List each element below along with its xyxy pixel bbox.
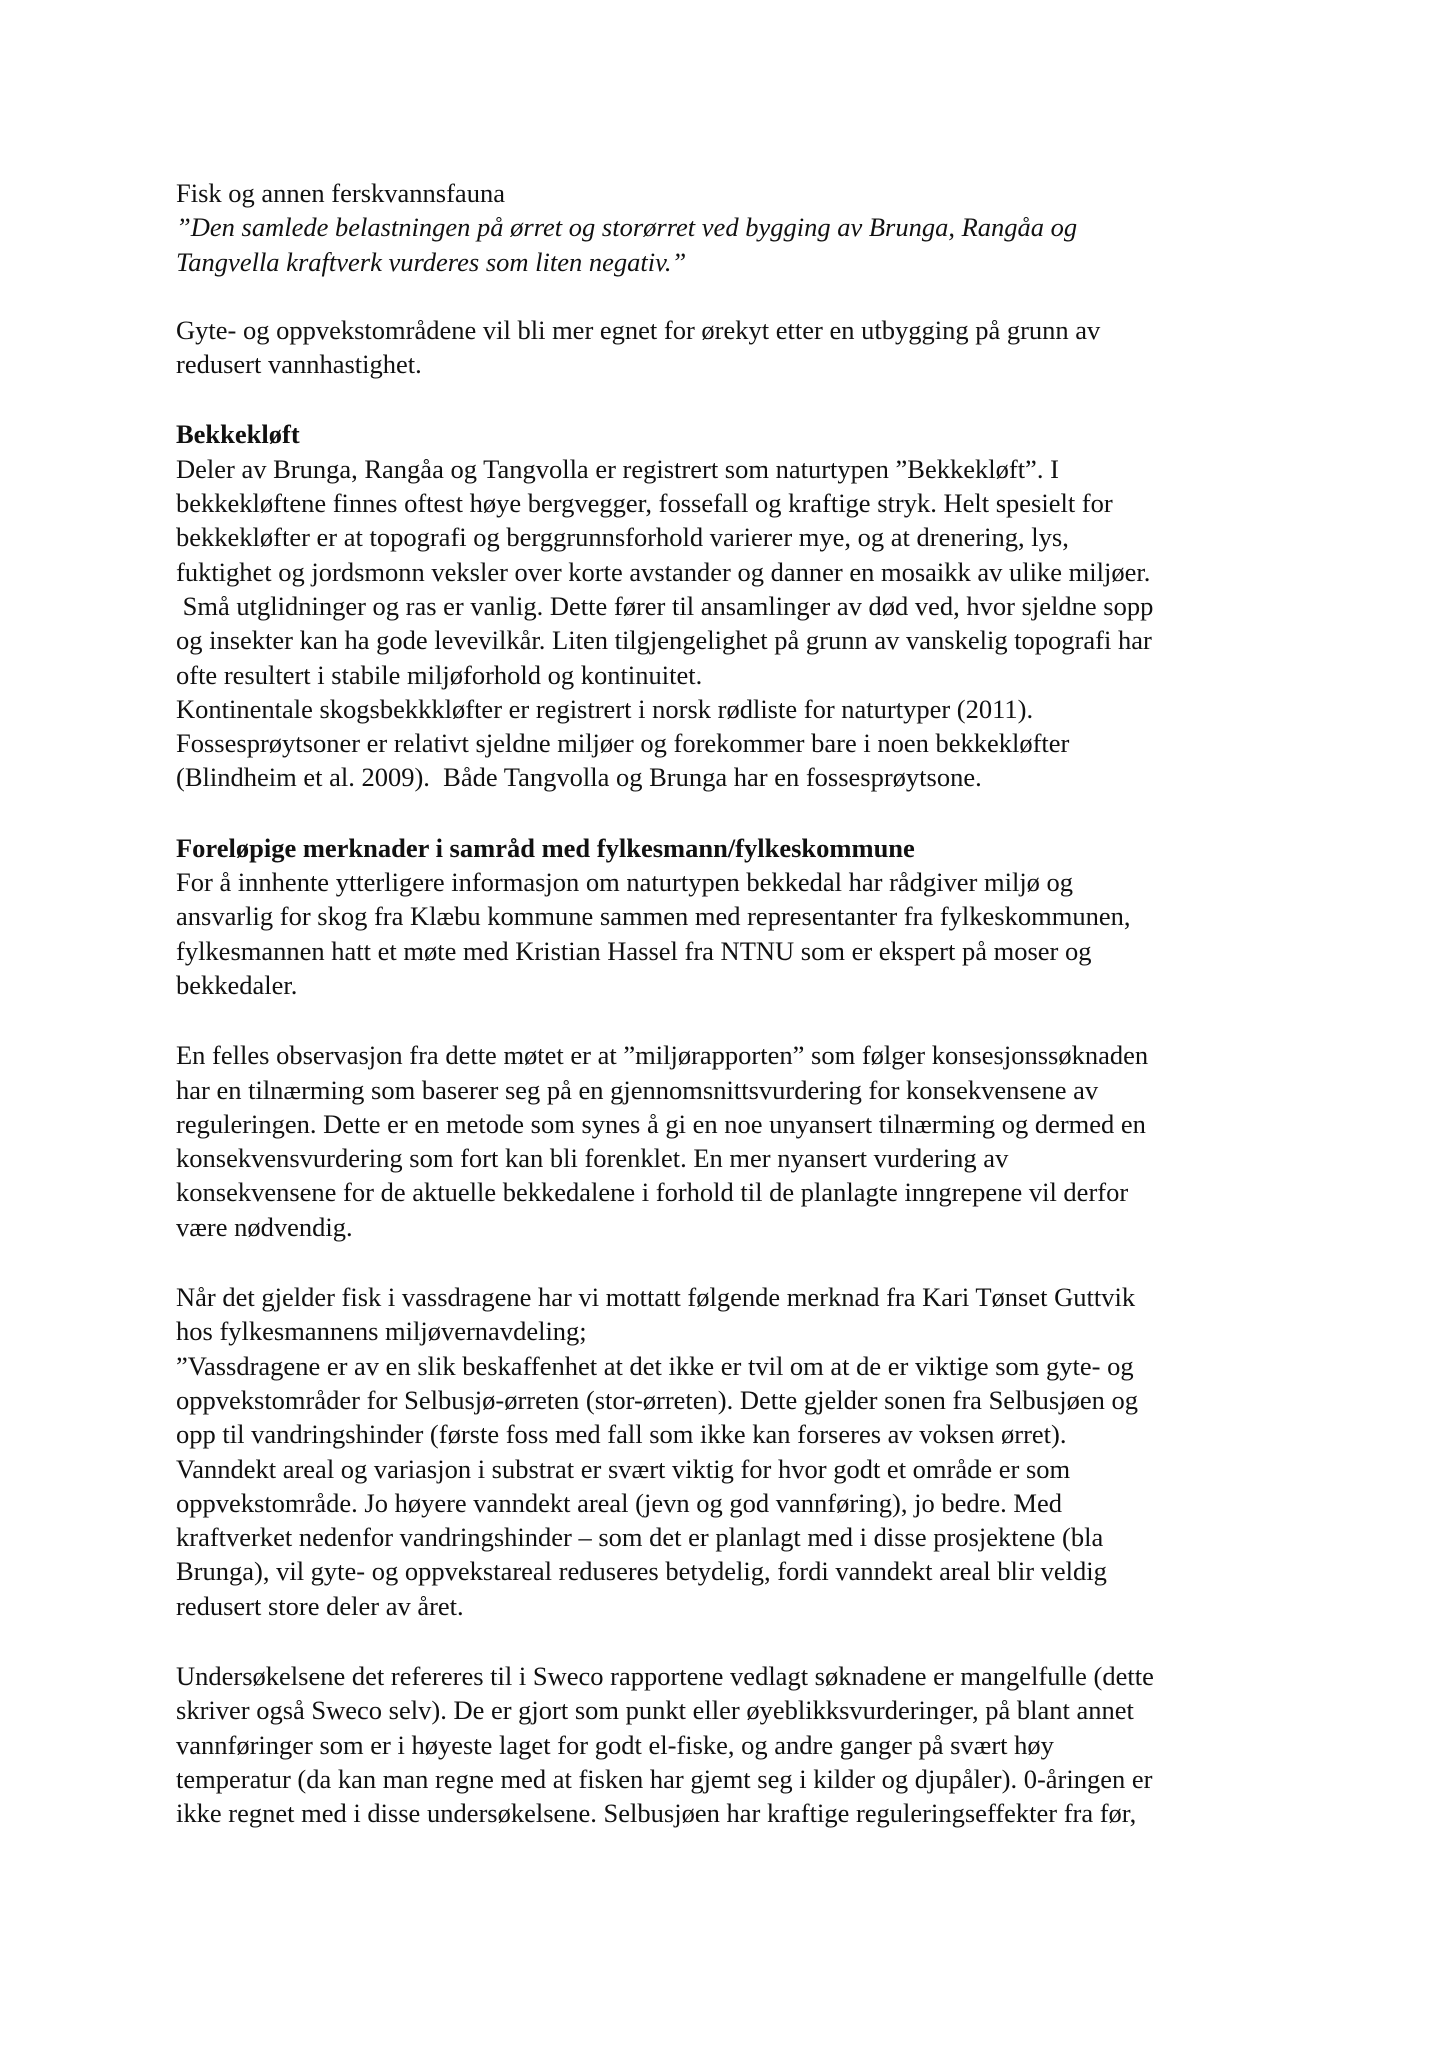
text-line: redusert store deler av året. [176,1590,464,1621]
text-line: oppvekstområder for Selbusjø-ørreten (stor-ørreten). Dette gjelder sonen fra Selbusjøen og [176,1384,1138,1415]
text-line: og insekter kan ha gode levevilkår. Liten tilgjengelighet på grunn av vanskelig topografi har [176,625,1152,656]
text-line: hos fylkesmannens miljøvernavdeling; [176,1316,587,1347]
text-line: Små utglidninger og ras er vanlig. Dette fører til ansamlinger av død ved, hvor sjeldne sopp [176,590,1154,621]
quote-line: Tangvella kraftverk vurderes som liten negativ.” [176,246,687,277]
heading-bekkekloft: Bekkekløft [176,419,300,450]
paragraph-gap [176,1244,1298,1280]
text-line: bekkekløfter er at topografi og berggrunnsforhold varierer mye, og at drenering, lys, [176,522,1069,553]
text-line: Kontinentale skogsbekkkløfter er registrert i norsk rødliste for naturtyper (2011). [176,693,1034,724]
merknader-paragraph-1 [176,865,1298,1002]
paragraph-gap [176,381,1298,417]
text-line: har en tilnærming som baserer seg på en gjennomsnittsvurdering for konsekvensene av [176,1074,1099,1105]
text-line: konsekvensene for de aktuelle bekkedalene i forhold til de planlagte inngrepene vil derfor [176,1177,1129,1208]
heading-merknader: Foreløpige merknader i samråd med fylkesmann/fylkeskommune [176,832,915,863]
text-line: vannføringer som er i høyeste laget for godt el-fiske, og andre ganger på svært høy [176,1729,1054,1760]
text-line: Fossesprøytsoner er relativt sjeldne miljøer og forekommer bare i noen bekkekløfter [176,728,1070,759]
text-line: (Blindheim et al. 2009). Både Tangvolla og Brunga har en fossesprøytsone. [176,762,982,793]
text-line: være nødvendig. [176,1211,353,1242]
paragraph-gap [176,795,1298,831]
text-line: ”Vassdragene er av en slik beskaffenhet at det ikke er tvil om at de er viktige som gyte- og [176,1350,1134,1381]
text-line: Når det gjelder fisk i vassdragene har vi mottatt følgende merknad fra Kari Tønset Guttvik [176,1282,1136,1313]
text-line: ofte resultert i stabile miljøforhold og kontinuitet. [176,659,703,690]
text-line: kraftverket nedenfor vandringshinder – som det er planlagt med i disse prosjektene (bla [176,1522,1104,1553]
paragraph-gap [176,1623,1298,1659]
text-line: Brunga), vil gyte- og oppvekstareal reduseres betydelig, fordi vanndekt areal blir veldig [176,1556,1107,1587]
text-line: reguleringen. Dette er en metode som synes å gi en noe unyansert tilnærming og dermed en [176,1108,1146,1139]
bekkekloft-paragraph [176,452,1298,795]
text-line: fylkesmannen hatt et møte med Kristian Hassel fra NTNU som er ekspert på moser og [176,935,1092,966]
text-line: Deler av Brunga, Rangåa og Tangvolla er registrert som naturtypen ”Bekkekløft”. I [176,453,1059,484]
text-line: konsekvensvurdering som fort kan bli forenklet. En mer nyansert vurdering av [176,1143,1009,1174]
text-line: bekkedaler. [176,969,298,1000]
merknader-paragraph-4 [176,1659,1298,1830]
section-title-fisk: Fisk og annen ferskvannsfauna [176,178,505,208]
text-line: fuktighet og jordsmonn veksler over korte avstander og danner en mosaikk av ulike miljøer. [176,556,1151,587]
text-line: ikke regnet med i disse undersøkelsene. Selbusjøen har kraftige reguleringseffekter fra før, [176,1798,1137,1829]
text-line: temperatur (da kan man regne med at fisken har gjemt seg i kilder og djupåler). 0-åringen er [176,1763,1153,1794]
text-line: Gyte- og oppvekstområdene vil bli mer egnet for ørekyt etter en utbygging på grunn av [176,314,1101,345]
text-line: oppvekstområde. Jo høyere vanndekt areal (jevn og god vannføring), jo bedre. Med [176,1487,1063,1518]
text-line: skriver også Sweco selv). De er gjort som punkt eller øyeblikksvurderinger, på blant annet [176,1695,1134,1726]
text-line: redusert vannhastighet. [176,349,422,380]
text-line: bekkekløftene finnes oftest høye bergvegger, fossefall og kraftige stryk. Helt spesielt for [176,488,1113,519]
text-line: Undersøkelsene det refereres til i Sweco rapportene vedlagt søknadene er mangelfulle (dette [176,1660,1154,1691]
paragraph-gap [176,279,1298,313]
text-line: Vanndekt areal og variasjon i substrat er svært viktig for hvor godt et område er som [176,1453,1071,1484]
text-line: ansvarlig for skog fra Klæbu kommune sammen med representanter fra fylkeskommunen, [176,901,1131,932]
merknader-paragraph-2 [176,1038,1298,1244]
text-line: For å innhente ytterligere informasjon om naturtypen bekkedal har rådgiver miljø og [176,867,1074,898]
merknader-paragraph-3 [176,1280,1298,1623]
paragraph-gap [176,1002,1298,1038]
text-line: opp til vandringshinder (første foss med fall som ikke kan forseres av voksen ørret). [176,1419,1067,1450]
quote-line: ”Den samlede belastningen på ørret og storørret ved bygging av Brunga, Rangåa og [176,212,1078,243]
text-line: En felles observasjon fra dette møtet er at ”miljørapporten” som følger konsesjonssøknaden [176,1040,1149,1071]
